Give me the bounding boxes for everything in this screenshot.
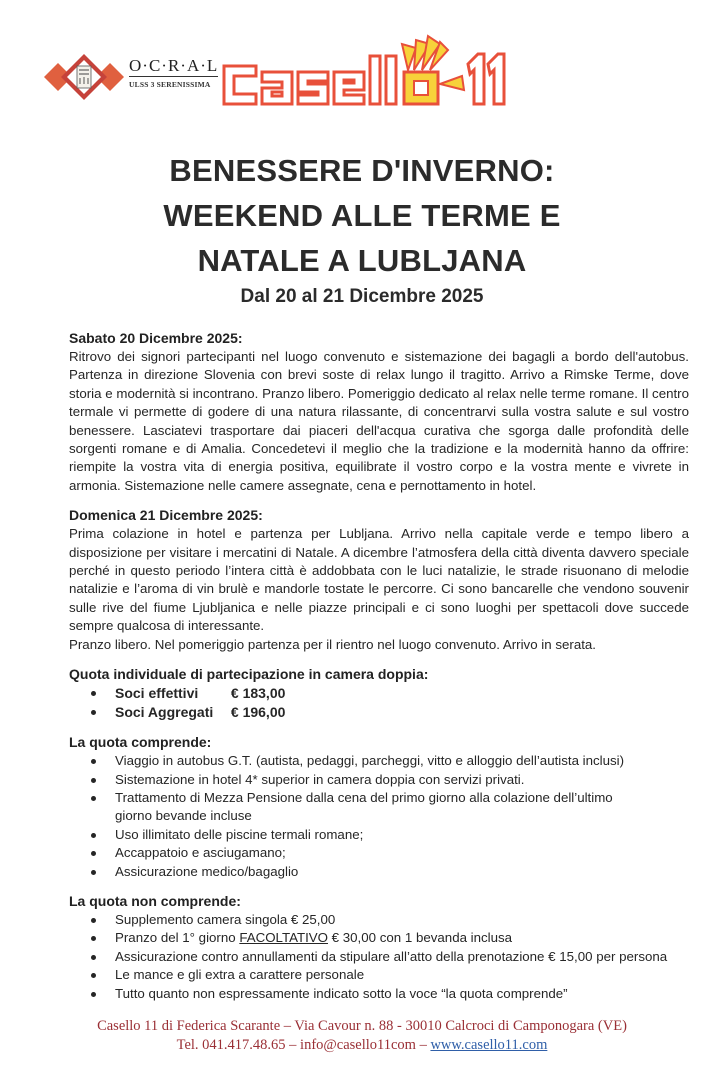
bullet-icon (91, 918, 96, 923)
excludes-item (91, 966, 689, 984)
document-header (0, 0, 724, 138)
price-label: Soci Aggregati (115, 704, 214, 721)
footer-contacts (0, 1036, 724, 1055)
excludes-item-text: Supplemento camera singola € 25,00 (115, 911, 336, 927)
footer-address: Casello 11 di Federica Scarante – Via Cavour n. 88 - 30010 Calcroci di Camponogara (VE) (97, 1017, 627, 1034)
includes-item (91, 789, 689, 826)
includes-item-text: Uso illimitato delle piscine termali romane; (115, 826, 364, 842)
excludes-list (69, 911, 689, 1003)
day-description-closing: Pranzo libero. Nel pomeriggio partenza per il rientro nel luogo convenuto. Arrivo in serata. (69, 636, 596, 652)
price-label: Soci effettivi (115, 685, 199, 702)
bullet-icon (91, 759, 96, 764)
footer (0, 1017, 724, 1065)
price-list (69, 684, 689, 722)
excludes-item-text: Pranzo del 1° giorno (115, 930, 240, 946)
includes-item (91, 826, 689, 844)
excludes-heading: La quota non comprende: (69, 892, 241, 909)
excludes-item-text: Assicurazione contro annullamenti da stipulare all’atto della prenotazione € 15,00 per persona (115, 948, 668, 964)
ocral-subtitle: ULSS 3 SERENISSIMA (129, 80, 211, 89)
title-line-3: NATALE A LUBLJANA (197, 243, 527, 278)
bullet-icon (91, 936, 96, 941)
bullet-icon (91, 833, 96, 838)
document-body (69, 329, 689, 1003)
bullet-icon (91, 992, 96, 997)
price-item (91, 703, 689, 722)
bullet-icon (91, 710, 96, 715)
bullet-icon (91, 796, 96, 801)
bullet-icon (91, 870, 96, 875)
includes-item-text: Accappatoio e asciugamano; (115, 845, 286, 861)
excludes-section (69, 892, 689, 1003)
excludes-item (91, 911, 689, 929)
bullet-icon (91, 691, 96, 696)
includes-item (91, 771, 689, 789)
includes-list (69, 752, 689, 881)
title-line-1: BENESSERE D'INVERNO: (169, 153, 555, 188)
day-saturday (69, 329, 689, 495)
optional-emphasis: FACOLTATIVO (239, 930, 328, 946)
bullet-icon (91, 851, 96, 856)
includes-item-text: Viaggio in autobus G.T. (autista, pedaggi, parcheggi, vitto e alloggio dell’autista inclusi) (115, 753, 625, 769)
excludes-item (91, 985, 689, 1003)
includes-item (91, 752, 689, 770)
casello-11-logo (218, 28, 518, 123)
title-line-2: WEEKEND ALLE TERME E (163, 198, 561, 233)
pricing-heading: Quota individuale di partecipazione in camera doppia: (69, 666, 429, 683)
day-sunday (69, 506, 689, 654)
includes-section (69, 733, 689, 881)
day-heading: Domenica 21 Dicembre 2025: (69, 507, 263, 524)
includes-item-text: Assicurazione medico/bagaglio (115, 863, 299, 879)
title-block (0, 138, 724, 309)
ocral-logo (44, 52, 224, 102)
bullet-icon (91, 778, 96, 783)
day-description: Ritrovo dei signori partecipanti nel luogo convenuto e sistemazione dei bagagli a bordo dell'autobus. Partenza in direzione Slovenia con brevi soste di relax lungo il tragitto. Arrivo a Rimske Terme, dove storia e modernità si incontrano. Pranzo libero. Pomeriggio dedicato al relax nelle terme romane. Il centro termale vi permette di godere di una natura rilassante, di concentrarvi sulla vostra salute e sul vostro benessere. Lasciatevi trasportare dai piaceri dell'acqua curativa che sgorga dalle profondità delle sorgenti romane e di Amalia. Concedetevi il meglio che la tradizione e la modernità hanno da offrire: riempite la vostra vita di energia positiva, equilibrate il vostro corpo e la vostra mente e vivrete in armonia. Sistemazione nelle camere assegnate, cena e pernottamento in hotel. (69, 349, 689, 493)
includes-heading: La quota comprende: (69, 734, 212, 751)
footer-phone-email: Tel. 041.417.48.65 – info@casello11com – (176, 1036, 431, 1053)
excludes-item (91, 948, 689, 966)
price-value: € 183,00 (230, 685, 286, 702)
price-item (91, 684, 689, 703)
excludes-item-text: Tutto quanto non espressamente indicato sotto la voce “la quota comprende” (115, 985, 568, 1001)
includes-item-text: Trattamento di Mezza Pensione dalla cena del primo giorno alla colazione dell’ultimo giorno bevande incluse (115, 789, 613, 824)
casello-logo-graphic (218, 28, 518, 118)
includes-item-text: Sistemazione in hotel 4* superior in camera doppia con servizi privati. (115, 771, 525, 787)
bullet-icon (91, 973, 96, 978)
day-heading: Sabato 20 Dicembre 2025: (69, 330, 243, 346)
bullet-icon (91, 955, 96, 960)
price-value: € 196,00 (230, 704, 286, 721)
includes-item (91, 844, 689, 862)
includes-item (91, 863, 689, 881)
event-dates: Dal 20 al 21 Dicembre 2025 (240, 286, 484, 307)
website-link[interactable]: www.casello11.com (430, 1036, 548, 1053)
excludes-item-text-tail: € 30,00 con 1 bevanda inclusa (327, 930, 513, 946)
pricing-section (69, 665, 689, 722)
ocral-name: O·C·R·A·L (129, 56, 219, 75)
ocral-diamond-icon (44, 52, 124, 102)
excludes-item (91, 929, 689, 947)
excludes-item-text: Le mance e gli extra a carattere personale (115, 967, 365, 983)
day-description: Prima colazione in hotel e partenza per Lubljana. Arrivo nella capitale verde e tempo libero a disposizione per visitare i mercatini di Natale. A dicembre l’atmosfera della città diventa davvero speciale perché in questo periodo l’intera città è addobbata con le luci natalizie, le strade risuonano di melodie natalizie e l’aroma di vin brulè e mandorle tostate le percorre. Ci sono bancarelle che vendono souvenir sulle rive del fiume Ljubljanica e nelle piazze principali e ci sono luoghi per spettacoli dove succede sempre qualcosa di interessante. (69, 526, 689, 634)
